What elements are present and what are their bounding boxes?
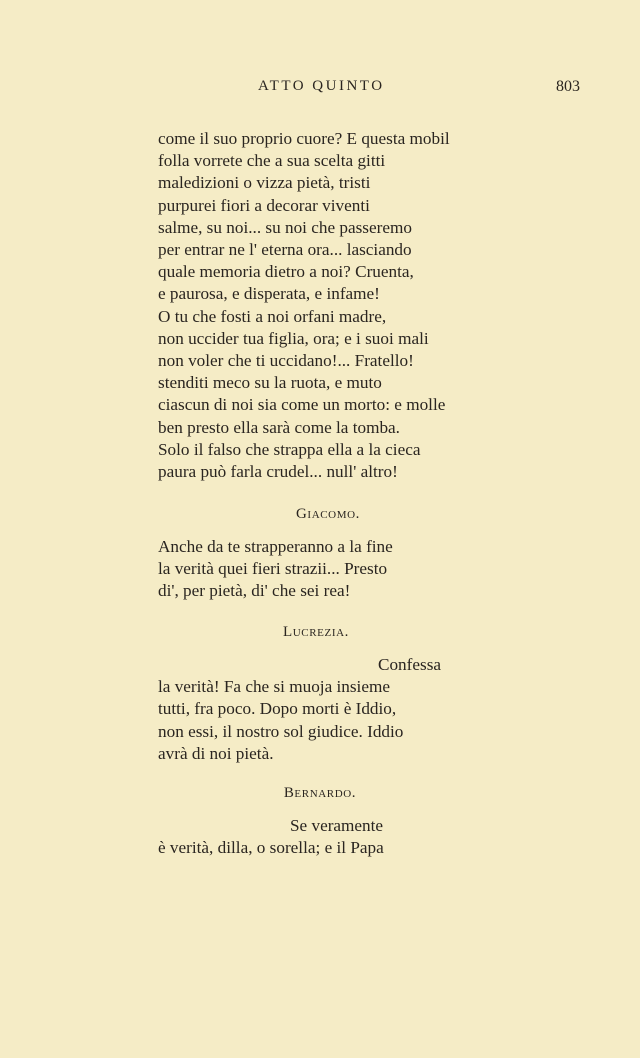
verse-line: ciascun di noi sia come un morto: e molle bbox=[158, 395, 446, 415]
speaker-name: Lucrezia. bbox=[283, 624, 349, 640]
verse-line-indented: Se veramente bbox=[290, 816, 384, 835]
verse-line: paura può farla crudel... null' altro! bbox=[158, 462, 398, 482]
verse-line: quale memoria dietro a noi? Cruenta, bbox=[158, 262, 414, 282]
verse-line: e paurosa, e disperata, e infame! bbox=[158, 284, 380, 304]
verse-line: non essi, il nostro sol giudice. Iddio bbox=[158, 721, 404, 741]
verse-line: stenditi meco su la ruota, e muto bbox=[158, 373, 382, 393]
verse-line-indented: Confessa bbox=[378, 655, 442, 674]
verse-line: di', per pietà, di' che sei rea! bbox=[158, 581, 351, 601]
verse-line: per entrar ne l' eterna ora... lasciando bbox=[158, 240, 412, 260]
verse-line: folla vorrete che a sua scelta gitti bbox=[158, 151, 386, 171]
verse-line: purpurei fiori a decorar viventi bbox=[158, 195, 370, 215]
speaker-name: Giacomo. bbox=[296, 506, 360, 522]
verse-block-2 bbox=[158, 536, 518, 603]
verse-line: non voler che ti uccidano!... Fratello! bbox=[158, 351, 414, 371]
verse-line: non uccider tua figlia, ora; e i suoi mali bbox=[158, 328, 429, 348]
verse-line: la verità quei fieri strazii... Presto bbox=[158, 559, 388, 579]
verse-line: O tu che fosti a noi orfani madre, bbox=[158, 306, 387, 326]
running-title: ATTO QUINTO bbox=[258, 78, 385, 94]
verse-line: maledizioni o vizza pietà, tristi bbox=[158, 173, 371, 193]
verse-line: Anche da te strapperanno a la fine bbox=[158, 537, 393, 556]
verse-line: tutti, fra poco. Dopo morti è Iddio, bbox=[158, 699, 397, 719]
verse-block-1 bbox=[158, 128, 518, 483]
verse-block-4 bbox=[158, 815, 518, 859]
speaker-name: Bernardo. bbox=[283, 785, 357, 801]
verse-block-3 bbox=[158, 654, 518, 765]
verse-line: come il suo proprio cuore? E questa mobil bbox=[158, 129, 450, 148]
verse-line: la verità! Fa che si muoja insieme bbox=[158, 677, 390, 697]
verse-line: è verità, dilla, o sorella; e il Papa bbox=[158, 838, 384, 858]
verse-line: Solo il falso che strappa ella a la cieca bbox=[158, 439, 421, 459]
verse-line: salme, su noi... su noi che passeremo bbox=[158, 217, 412, 237]
page-number: 803 bbox=[556, 78, 580, 95]
verse-line: ben presto ella sarà come la tomba. bbox=[158, 417, 400, 437]
page-header bbox=[0, 78, 640, 100]
verse-line: avrà di noi pietà. bbox=[158, 743, 274, 763]
